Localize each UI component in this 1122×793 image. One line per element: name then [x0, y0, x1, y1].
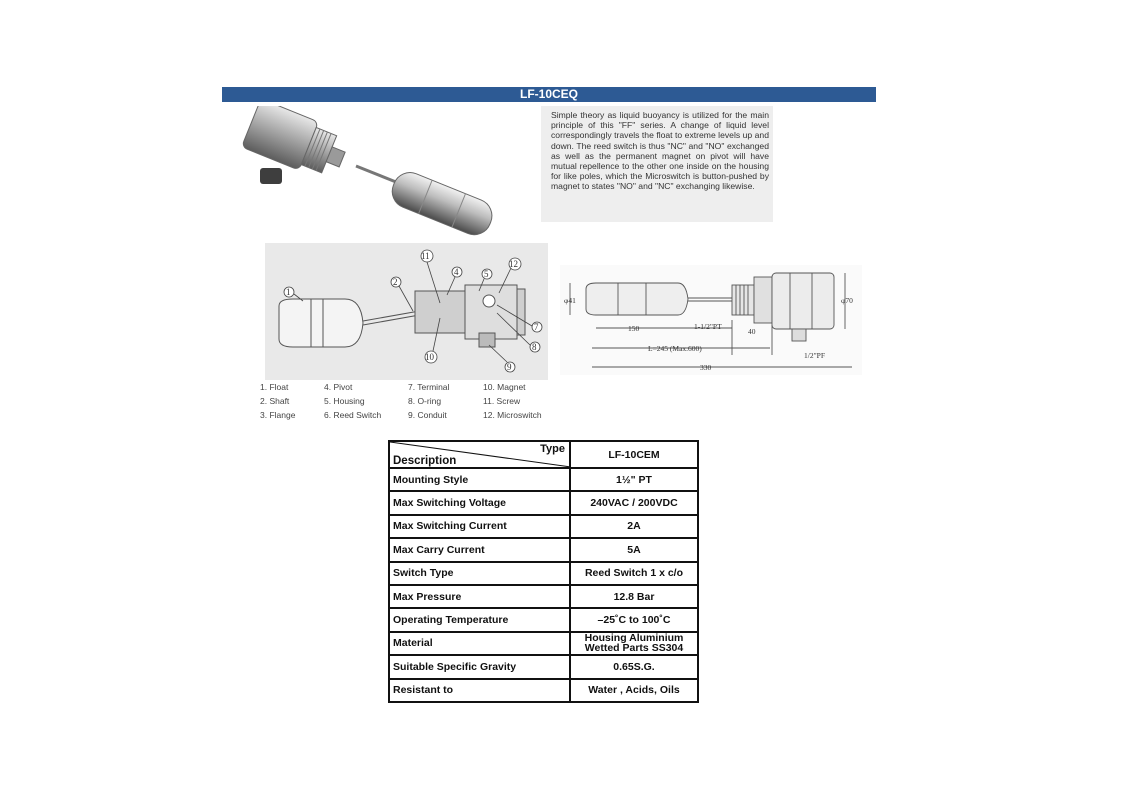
callout-7: 7 [534, 322, 539, 332]
parts-drawing [265, 243, 548, 380]
callout-11: 11 [421, 251, 430, 261]
table-row [389, 515, 698, 538]
row-label: Max Switching Current [389, 515, 570, 538]
table-row [389, 585, 698, 608]
row-value: Reed Switch 1 x c/o [570, 562, 698, 585]
callout-12: 12 [509, 259, 518, 269]
table-row [389, 608, 698, 631]
dim-40: 40 [748, 327, 756, 336]
callout-5: 5 [484, 269, 489, 279]
legend-item: 1. Float [260, 382, 289, 392]
product-photo [238, 106, 538, 244]
dim-conduit-pf: 1/2"PF [804, 351, 825, 360]
callout-4: 4 [454, 267, 459, 277]
intro-text: Simple theory as liquid buoyancy is utilized for the main principle of this "FF" series. A change of liquid level correspondingly travels the float to extreme levels up and down. The reed switch is thus "NC" and "NO" exchanged as well as the permanent magnet on pivot will have mutual repellence to the other one inside on the housing for like poles, which the Microswitch is button-pushed by magnet to states "NO" and "NC" exchanging likewise. [551, 110, 769, 192]
product-title-bar [222, 87, 876, 102]
row-value: 12.8 Bar [570, 585, 698, 608]
dim-float-dia: φ41 [564, 296, 576, 305]
material-wetted-parts: Wetted Parts SS304 [584, 642, 684, 655]
table-row [389, 679, 698, 702]
table-row [389, 562, 698, 585]
spec-header-row [389, 441, 698, 468]
row-label: Mounting Style [389, 468, 570, 491]
legend-item: 4. Pivot [324, 382, 353, 392]
table-row [389, 655, 698, 678]
row-value: 2A [570, 515, 698, 538]
callout-2: 2 [393, 277, 398, 287]
intro-description [541, 106, 773, 222]
row-label: Max Switching Voltage [389, 491, 570, 514]
legend-item: 11. Screw [483, 396, 521, 406]
dim-length-l: L=245 (Max.600) [648, 344, 702, 353]
parts-legend [260, 380, 548, 425]
legend-item: 9. Conduit [408, 410, 447, 420]
row-value: –25˚C to 100˚C [570, 608, 698, 631]
legend-item: 5. Housing [324, 396, 365, 406]
product-title: LF-10CEQ [519, 87, 578, 101]
table-row [389, 538, 698, 561]
material-housing: Housing Aluminium [584, 631, 684, 644]
legend-item: 7. Terminal [408, 382, 450, 392]
row-value: 0.65S.G. [570, 655, 698, 678]
dim-thread-pt: 1-1/2"PT [694, 322, 722, 331]
dim-330: 330 [700, 363, 712, 372]
table-row [389, 468, 698, 491]
row-value: Water , Acids, Oils [570, 679, 698, 702]
legend-item: 3. Flange [260, 410, 296, 420]
table-row [389, 632, 698, 655]
parts-diagram [260, 243, 548, 425]
callout-9: 9 [507, 362, 512, 372]
row-value: 1½" PT [570, 468, 698, 491]
row-label: Max Carry Current [389, 538, 570, 561]
row-label: Suitable Specific Gravity [389, 655, 570, 678]
header-type-label: Type [540, 443, 565, 455]
header-description-label: Description [393, 455, 457, 467]
legend-item: 10. Magnet [483, 382, 526, 392]
callout-8: 8 [532, 342, 537, 352]
row-value [570, 632, 698, 655]
callout-10: 10 [425, 352, 434, 362]
dimension-drawing [560, 265, 862, 375]
header-model: LF-10CEM [570, 441, 698, 468]
row-value: 240VAC / 200VDC [570, 491, 698, 514]
spec-header-corner [389, 441, 570, 468]
callout-1: 1 [286, 287, 291, 297]
dim-housing-dia: φ70 [841, 296, 853, 305]
row-label: Operating Temperature [389, 608, 570, 631]
dim-150: 150 [628, 324, 640, 333]
row-label: Material [389, 632, 570, 655]
table-row [389, 491, 698, 514]
legend-item: 6. Reed Switch [324, 410, 382, 420]
row-label: Max Pressure [389, 585, 570, 608]
legend-item: 8. O-ring [408, 396, 442, 406]
row-label: Switch Type [389, 562, 570, 585]
legend-item: 2. Shaft [260, 396, 290, 406]
legend-item: 12. Microswitch [483, 410, 542, 420]
row-value: 5A [570, 538, 698, 561]
row-label: Resistant to [389, 679, 570, 702]
spec-table [388, 440, 699, 703]
